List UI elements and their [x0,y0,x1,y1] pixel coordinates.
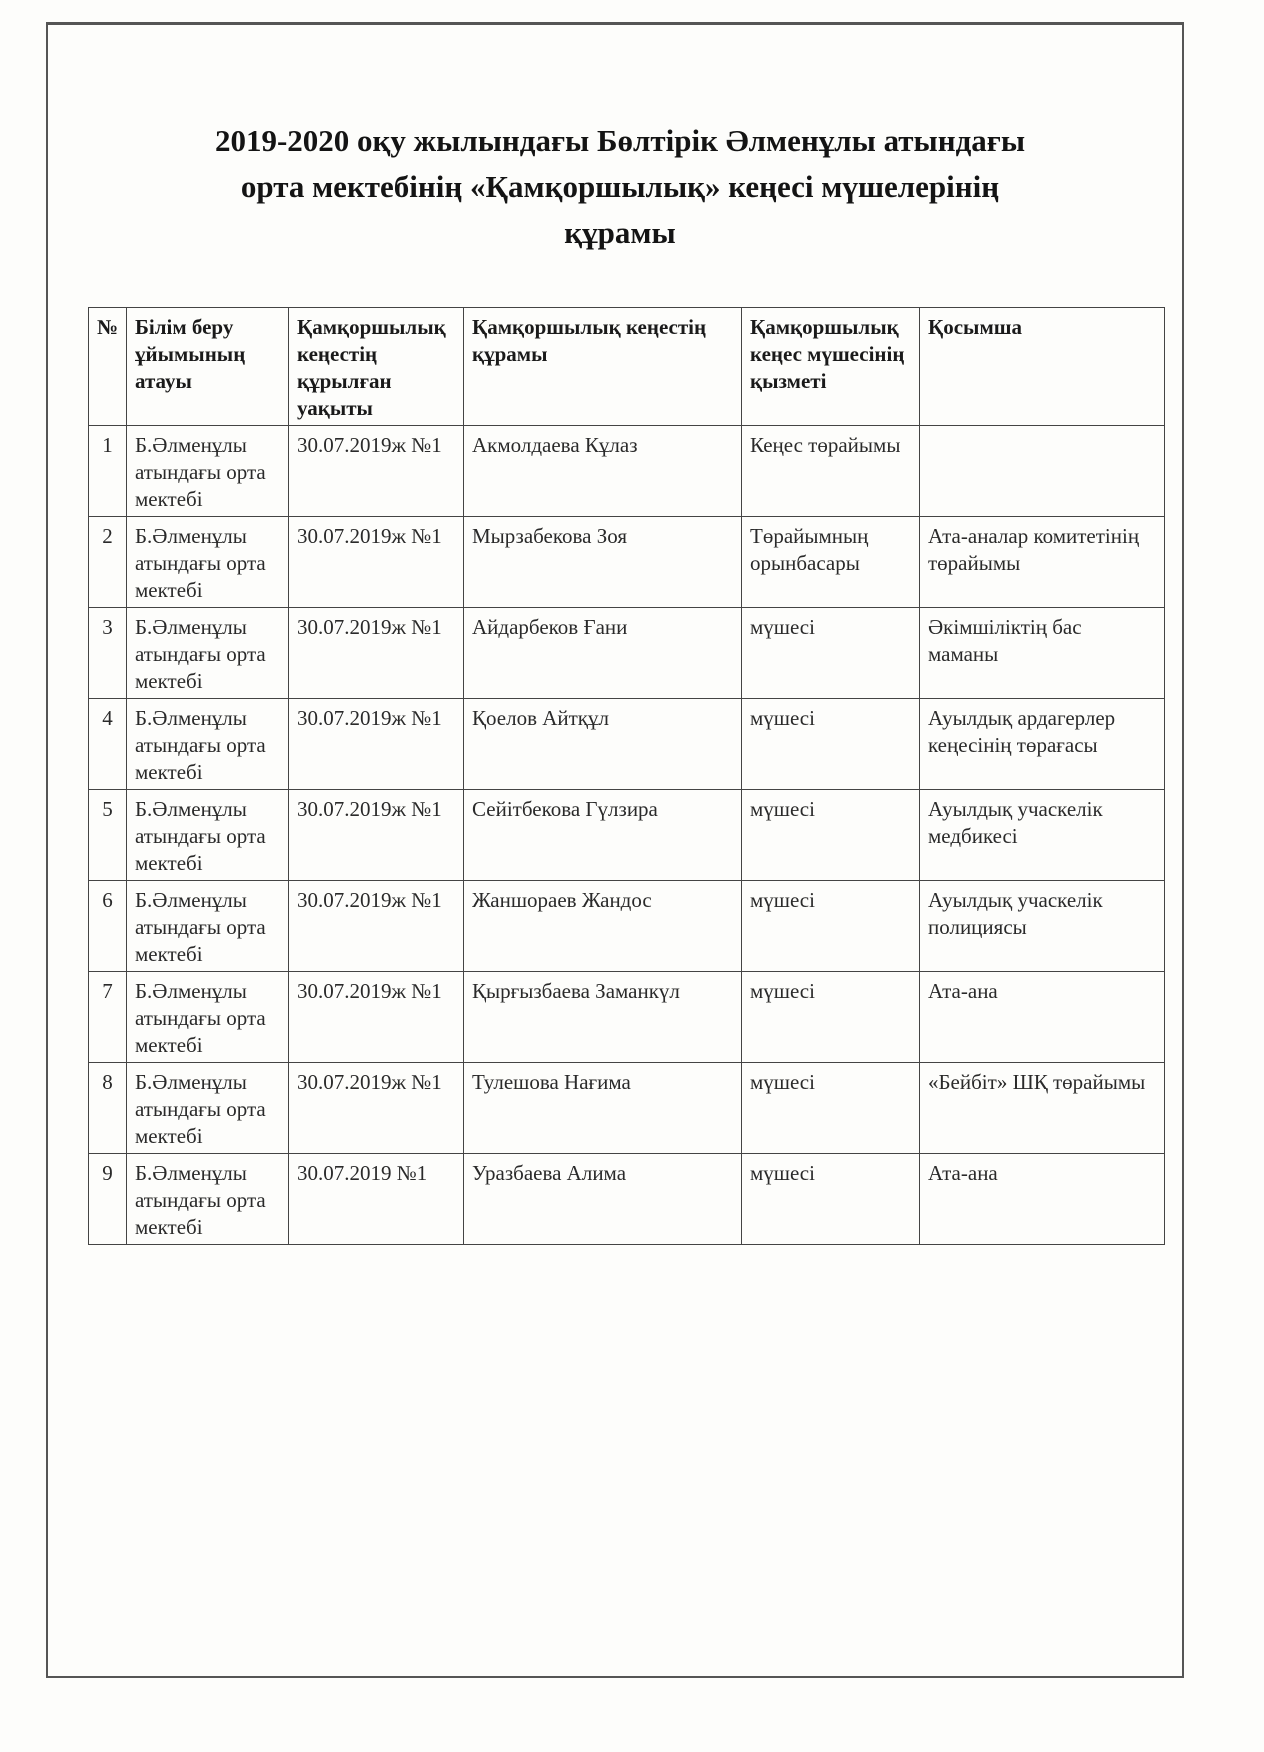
cell-member-name: Уразбаева Алима [464,1154,742,1245]
cell-member-name: Айдарбеков Ғани [464,608,742,699]
cell-position: мүшесі [742,790,920,881]
table-row [89,1063,1165,1154]
cell-position: мүшесі [742,972,920,1063]
cell-position: мүшесі [742,1154,920,1245]
table-row [89,972,1165,1063]
table-header-row [89,308,1165,426]
cell-position: мүшесі [742,699,920,790]
cell-organization: Б.Әлменұлы атындағы орта мектебі [127,426,289,517]
table-row [89,608,1165,699]
cell-position: мүшесі [742,608,920,699]
header-created-date: Қамқоршылық кеңестің құрылған уақыты [289,308,464,426]
cell-member-name: Акмолдаева Кұлаз [464,426,742,517]
cell-additional: Ауылдық ардагерлер кеңесінің төрағасы [920,699,1165,790]
cell-member-name: Тулешова Нағима [464,1063,742,1154]
cell-created-date: 30.07.2019ж №1 [289,790,464,881]
cell-number: 2 [89,517,127,608]
cell-created-date: 30.07.2019ж №1 [289,608,464,699]
cell-position: Төрайымның орынбасары [742,517,920,608]
cell-organization: Б.Әлменұлы атындағы орта мектебі [127,972,289,1063]
cell-position: мүшесі [742,881,920,972]
cell-additional: Ата-аналар комитетінің төрайымы [920,517,1165,608]
cell-organization: Б.Әлменұлы атындағы орта мектебі [127,790,289,881]
table-row [89,426,1165,517]
cell-additional: Ауылдық учаскелік полициясы [920,881,1165,972]
table-body [89,426,1165,1245]
header-organization: Білім беру ұйымының атауы [127,308,289,426]
header-number: № [89,308,127,426]
cell-additional: Ата-ана [920,972,1165,1063]
cell-member-name: Мырзабекова Зоя [464,517,742,608]
cell-organization: Б.Әлменұлы атындағы орта мектебі [127,608,289,699]
cell-number: 1 [89,426,127,517]
cell-created-date: 30.07.2019ж №1 [289,699,464,790]
cell-number: 6 [89,881,127,972]
cell-member-name: Жаншораев Жандос [464,881,742,972]
cell-additional: Ата-ана [920,1154,1165,1245]
cell-created-date: 30.07.2019ж №1 [289,517,464,608]
cell-number: 4 [89,699,127,790]
table-row [89,881,1165,972]
cell-member-name: Қоелов Айтқұл [464,699,742,790]
cell-number: 9 [89,1154,127,1245]
cell-organization: Б.Әлменұлы атындағы орта мектебі [127,1063,289,1154]
table-row [89,517,1165,608]
cell-additional: Әкімшіліктің бас маманы [920,608,1165,699]
table-row [89,1154,1165,1245]
cell-number: 7 [89,972,127,1063]
cell-additional [920,426,1165,517]
title-line-2: орта мектебінің «Қамқоршылық» кеңесі мүшелерінің [240,169,1000,204]
cell-number: 8 [89,1063,127,1154]
document-title [100,118,1140,256]
council-members-table [88,307,1165,1245]
cell-position: мүшесі [742,1063,920,1154]
cell-additional: Ауылдық учаскелік медбикесі [920,790,1165,881]
title-line-1: 2019-2020 оқу жылындағы Бөлтірік Әлменұлы атындағы [214,123,1026,158]
table-row [89,699,1165,790]
cell-created-date: 30.07.2019ж №1 [289,426,464,517]
cell-member-name: Қырғызбаева Заманкүл [464,972,742,1063]
cell-organization: Б.Әлменұлы атындағы орта мектебі [127,699,289,790]
header-position: Қамқоршылық кеңес мүшесінің қызметі [742,308,920,426]
cell-created-date: 30.07.2019ж №1 [289,972,464,1063]
cell-number: 5 [89,790,127,881]
cell-member-name: Сейітбекова Гүлзира [464,790,742,881]
header-additional: Қосымша [920,308,1165,426]
cell-created-date: 30.07.2019ж №1 [289,1063,464,1154]
cell-organization: Б.Әлменұлы атындағы орта мектебі [127,881,289,972]
title-line-3: құрамы [564,215,676,250]
cell-additional: «Бейбіт» ШҚ төрайымы [920,1063,1165,1154]
cell-created-date: 30.07.2019 №1 [289,1154,464,1245]
cell-organization: Б.Әлменұлы атындағы орта мектебі [127,1154,289,1245]
cell-organization: Б.Әлменұлы атындағы орта мектебі [127,517,289,608]
cell-created-date: 30.07.2019ж №1 [289,881,464,972]
header-composition: Қамқоршылық кеңестің құрамы [464,308,742,426]
table-row [89,790,1165,881]
cell-number: 3 [89,608,127,699]
cell-position: Кеңес төрайымы [742,426,920,517]
